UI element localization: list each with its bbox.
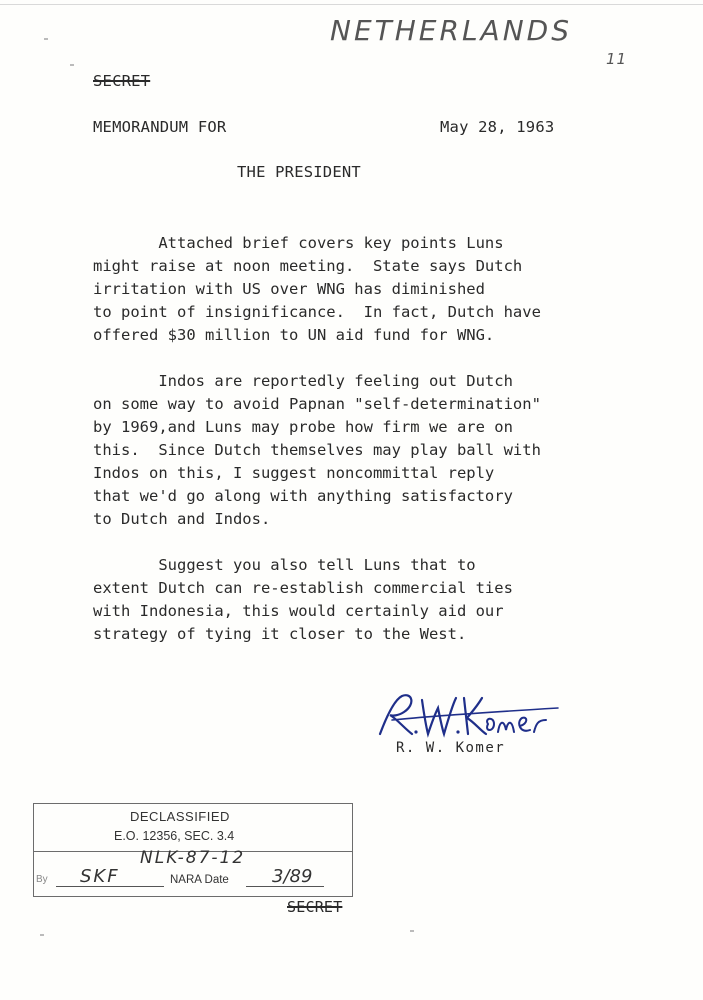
paragraph-3 — [93, 554, 513, 646]
paragraph-line: Suggest you also tell Luns that to — [93, 556, 476, 574]
scan-speck — [410, 930, 414, 932]
classification-top: SECRET — [93, 72, 151, 90]
paragraph-line: by 1969,and Luns may probe how firm we are on — [93, 418, 513, 436]
paragraph-line: Indos are reportedly feeling out Dutch — [93, 372, 513, 390]
paragraph-line: irritation with US over WNG has diminished — [93, 280, 485, 298]
scan-speck — [40, 934, 44, 936]
scan-speck — [70, 64, 74, 66]
paragraph-line: that we'd go along with anything satisfactory — [93, 487, 513, 505]
paragraph-line: with Indonesia, this would certainly aid our — [93, 602, 504, 620]
signature-typed: R. W. Komer — [396, 740, 506, 756]
stamp-by-label: By — [36, 874, 48, 885]
handwritten-header: NETHERLANDS — [330, 14, 572, 47]
memo-label: MEMORANDUM FOR — [93, 118, 227, 136]
stamp-nara-label: NARA Date — [170, 874, 229, 886]
paragraph-line: offered $30 million to UN aid fund for WNG. — [93, 326, 495, 344]
paragraph-line: strategy of tying it closer to the West. — [93, 625, 467, 643]
memo-date: May 28, 1963 — [440, 118, 555, 136]
paragraph-line: might raise at noon meeting. State says Dutch — [93, 257, 523, 275]
paragraph-1 — [93, 232, 541, 347]
stamp-case-number: NLK-87-12 — [140, 848, 246, 868]
declassification-stamp — [33, 803, 353, 897]
scan-speck — [44, 38, 48, 40]
paragraph-line: this. Since Dutch themselves may play ball with — [93, 441, 541, 459]
stamp-title: DECLASSIFIED — [130, 809, 230, 824]
signature-image — [372, 690, 562, 740]
stamp-by-value: SKF — [80, 866, 120, 887]
paragraph-line: Indos on this, I suggest noncommittal reply — [93, 464, 495, 482]
paragraph-line: on some way to avoid Papnan "self-determination" — [93, 395, 541, 413]
memo-recipient: THE PRESIDENT — [237, 163, 361, 181]
paragraph-line: to point of insignificance. In fact, Dutch have — [93, 303, 541, 321]
stamp-nara-value: 3/89 — [272, 866, 313, 887]
paragraph-line: Attached brief covers key points Luns — [93, 234, 504, 252]
handwritten-mark: 11 — [606, 50, 628, 68]
paragraph-line: extent Dutch can re-establish commercial ties — [93, 579, 513, 597]
classification-bottom: SECRET — [287, 898, 343, 916]
scan-edge — [0, 4, 703, 5]
stamp-authority: E.O. 12356, SEC. 3.4 — [114, 829, 235, 843]
paragraph-line: to Dutch and Indos. — [93, 510, 271, 528]
paragraph-2 — [93, 370, 541, 531]
